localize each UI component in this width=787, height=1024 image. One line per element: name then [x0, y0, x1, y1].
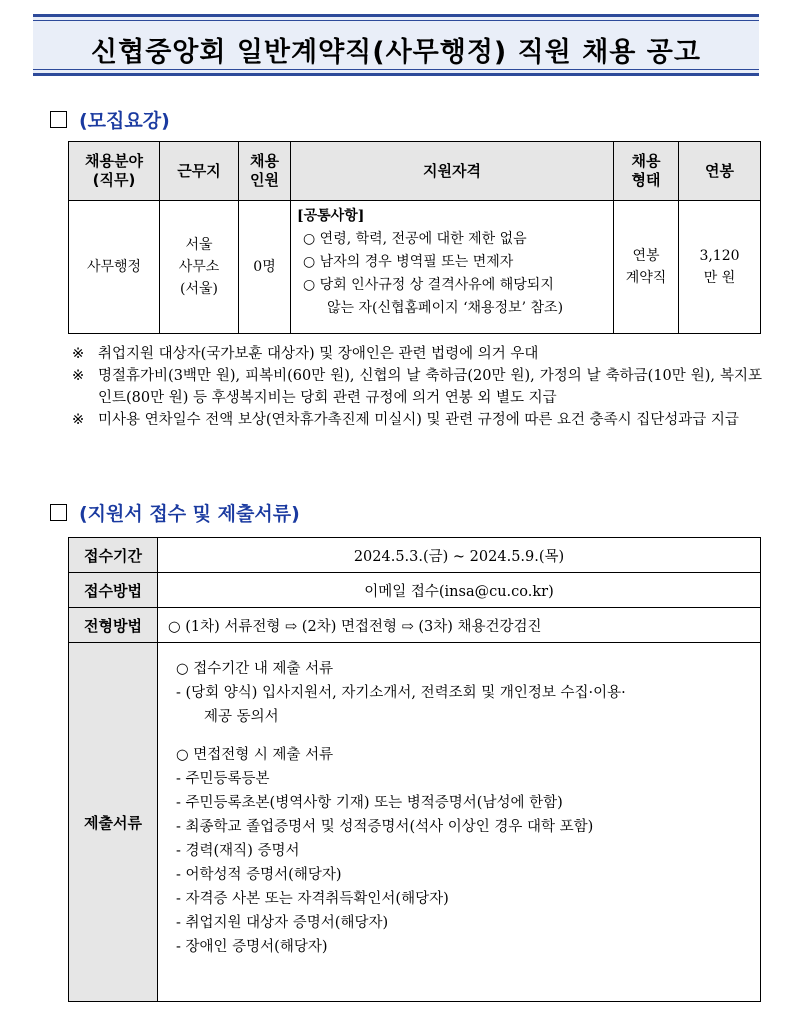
value-method: 이메일 접수(insa@cu.co.kr): [158, 573, 761, 608]
row-documents: [69, 643, 761, 1002]
docs-group-title: ○ 접수기간 내 제출 서류: [176, 661, 334, 677]
value-process: ○ (1차) 서류전형 ⇨ (2차) 면접전형 ⇨ (3차) 채용건강검진: [158, 608, 761, 643]
note-text: 미사용 연차일수 전액 보상(연차휴가촉진제 미실시) 및 관련 규정에 따른 요건 충족시 집단성과급 지급: [98, 412, 739, 428]
docs-item: - 최종학교 졸업증명서 및 성적증명서(석사 이상인 경우 대학 포함): [176, 819, 594, 835]
qual-heading: [공통사항]: [297, 208, 365, 224]
row-period: [69, 538, 761, 573]
qual-item: ○ 연령, 학력, 전공에 대한 제한 없음: [303, 231, 527, 247]
header-location: 근무지: [160, 142, 239, 201]
header-headcount: 채용 인원: [239, 142, 291, 201]
section-application-title: (지원서 접수 및 제출서류): [79, 503, 300, 525]
recruitment-table: [68, 141, 761, 334]
cell-qualifications: [291, 201, 614, 334]
qual-item-continued: 않는 자(신협홈페이지 ‘채용정보’ 참조): [327, 300, 564, 316]
recruitment-data-row: [69, 201, 761, 334]
label-process: 전형방법: [69, 608, 158, 643]
docs-item: - 주민등록초본(병역사항 기재) 또는 병적증명서(남성에 한함): [176, 795, 563, 811]
note-item: [72, 365, 762, 409]
cell-headcount: 0명: [239, 201, 291, 334]
cell-salary: 3,120 만 원: [679, 201, 761, 334]
label-period: 접수기간: [69, 538, 158, 573]
note-item: [72, 343, 762, 365]
header-qualifications: 지원자격: [291, 142, 614, 201]
note-mark: ※: [72, 346, 85, 362]
cell-type: 연봉 계약직: [614, 201, 679, 334]
qual-item: ○ 당회 인사규정 상 결격사유에 해당되지: [303, 277, 554, 293]
header-field: 채용분야 (직무): [69, 142, 160, 201]
docs-item: - 어학성적 증명서(해당자): [176, 867, 342, 883]
note-text: 명절휴가비(3백만 원), 피복비(60만 원), 신협의 날 축하금(20만 원), 가정의 날 축하금(10만 원), 복지포인트(80만 원) 등 후생복지비는 당회 관련 규정에 의거 연봉 외 별도 지급: [98, 368, 762, 406]
section-recruitment-heading: [50, 106, 170, 133]
note-item: [72, 409, 762, 431]
note-text: 취업지원 대상자(국가보훈 대상자) 및 장애인은 관련 법령에 의거 우대: [98, 346, 539, 362]
cell-location: 서울 사무소 (서울): [160, 201, 239, 334]
label-method: 접수방법: [69, 573, 158, 608]
note-mark: ※: [72, 368, 85, 384]
qual-item: ○ 남자의 경우 병역필 또는 면제자: [303, 254, 514, 270]
value-documents: [158, 643, 761, 1002]
docs-item: - 취업지원 대상자 증명서(해당자): [176, 915, 389, 931]
header-type: 채용 형태: [614, 142, 679, 201]
page-title: 신협중앙회 일반계약직(사무행정) 직원 채용 공고: [91, 37, 701, 68]
recruitment-header-row: [69, 142, 761, 201]
docs-item: - 경력(재직) 증명서: [176, 843, 300, 859]
docs-item: - 장애인 증명서(해당자): [176, 939, 328, 955]
notes-list: [72, 343, 762, 431]
cell-field: 사무행정: [69, 201, 160, 334]
note-mark: ※: [72, 412, 85, 428]
checkbox-icon: [50, 504, 67, 521]
header-salary: 연봉: [679, 142, 761, 201]
docs-item-continued: 제공 동의서: [204, 709, 279, 725]
application-table: [68, 537, 761, 1002]
checkbox-icon: [50, 111, 67, 128]
label-documents: 제출서류: [69, 643, 158, 1002]
title-banner: [33, 14, 759, 76]
value-period: 2024.5.3.(금) ~ 2024.5.9.(목): [158, 538, 761, 573]
row-method: [69, 573, 761, 608]
section-recruitment-title: (모집요강): [79, 110, 170, 132]
docs-item: - 자격증 사본 또는 자격취득확인서(해당자): [176, 891, 449, 907]
docs-item: - 주민등록등본: [176, 771, 270, 787]
section-application-heading: [50, 499, 300, 526]
docs-item: - (당회 양식) 입사지원서, 자기소개서, 전력조회 및 개인정보 수집·이용·: [176, 685, 626, 701]
row-process: [69, 608, 761, 643]
docs-group-title: ○ 면접전형 시 제출 서류: [176, 747, 334, 763]
